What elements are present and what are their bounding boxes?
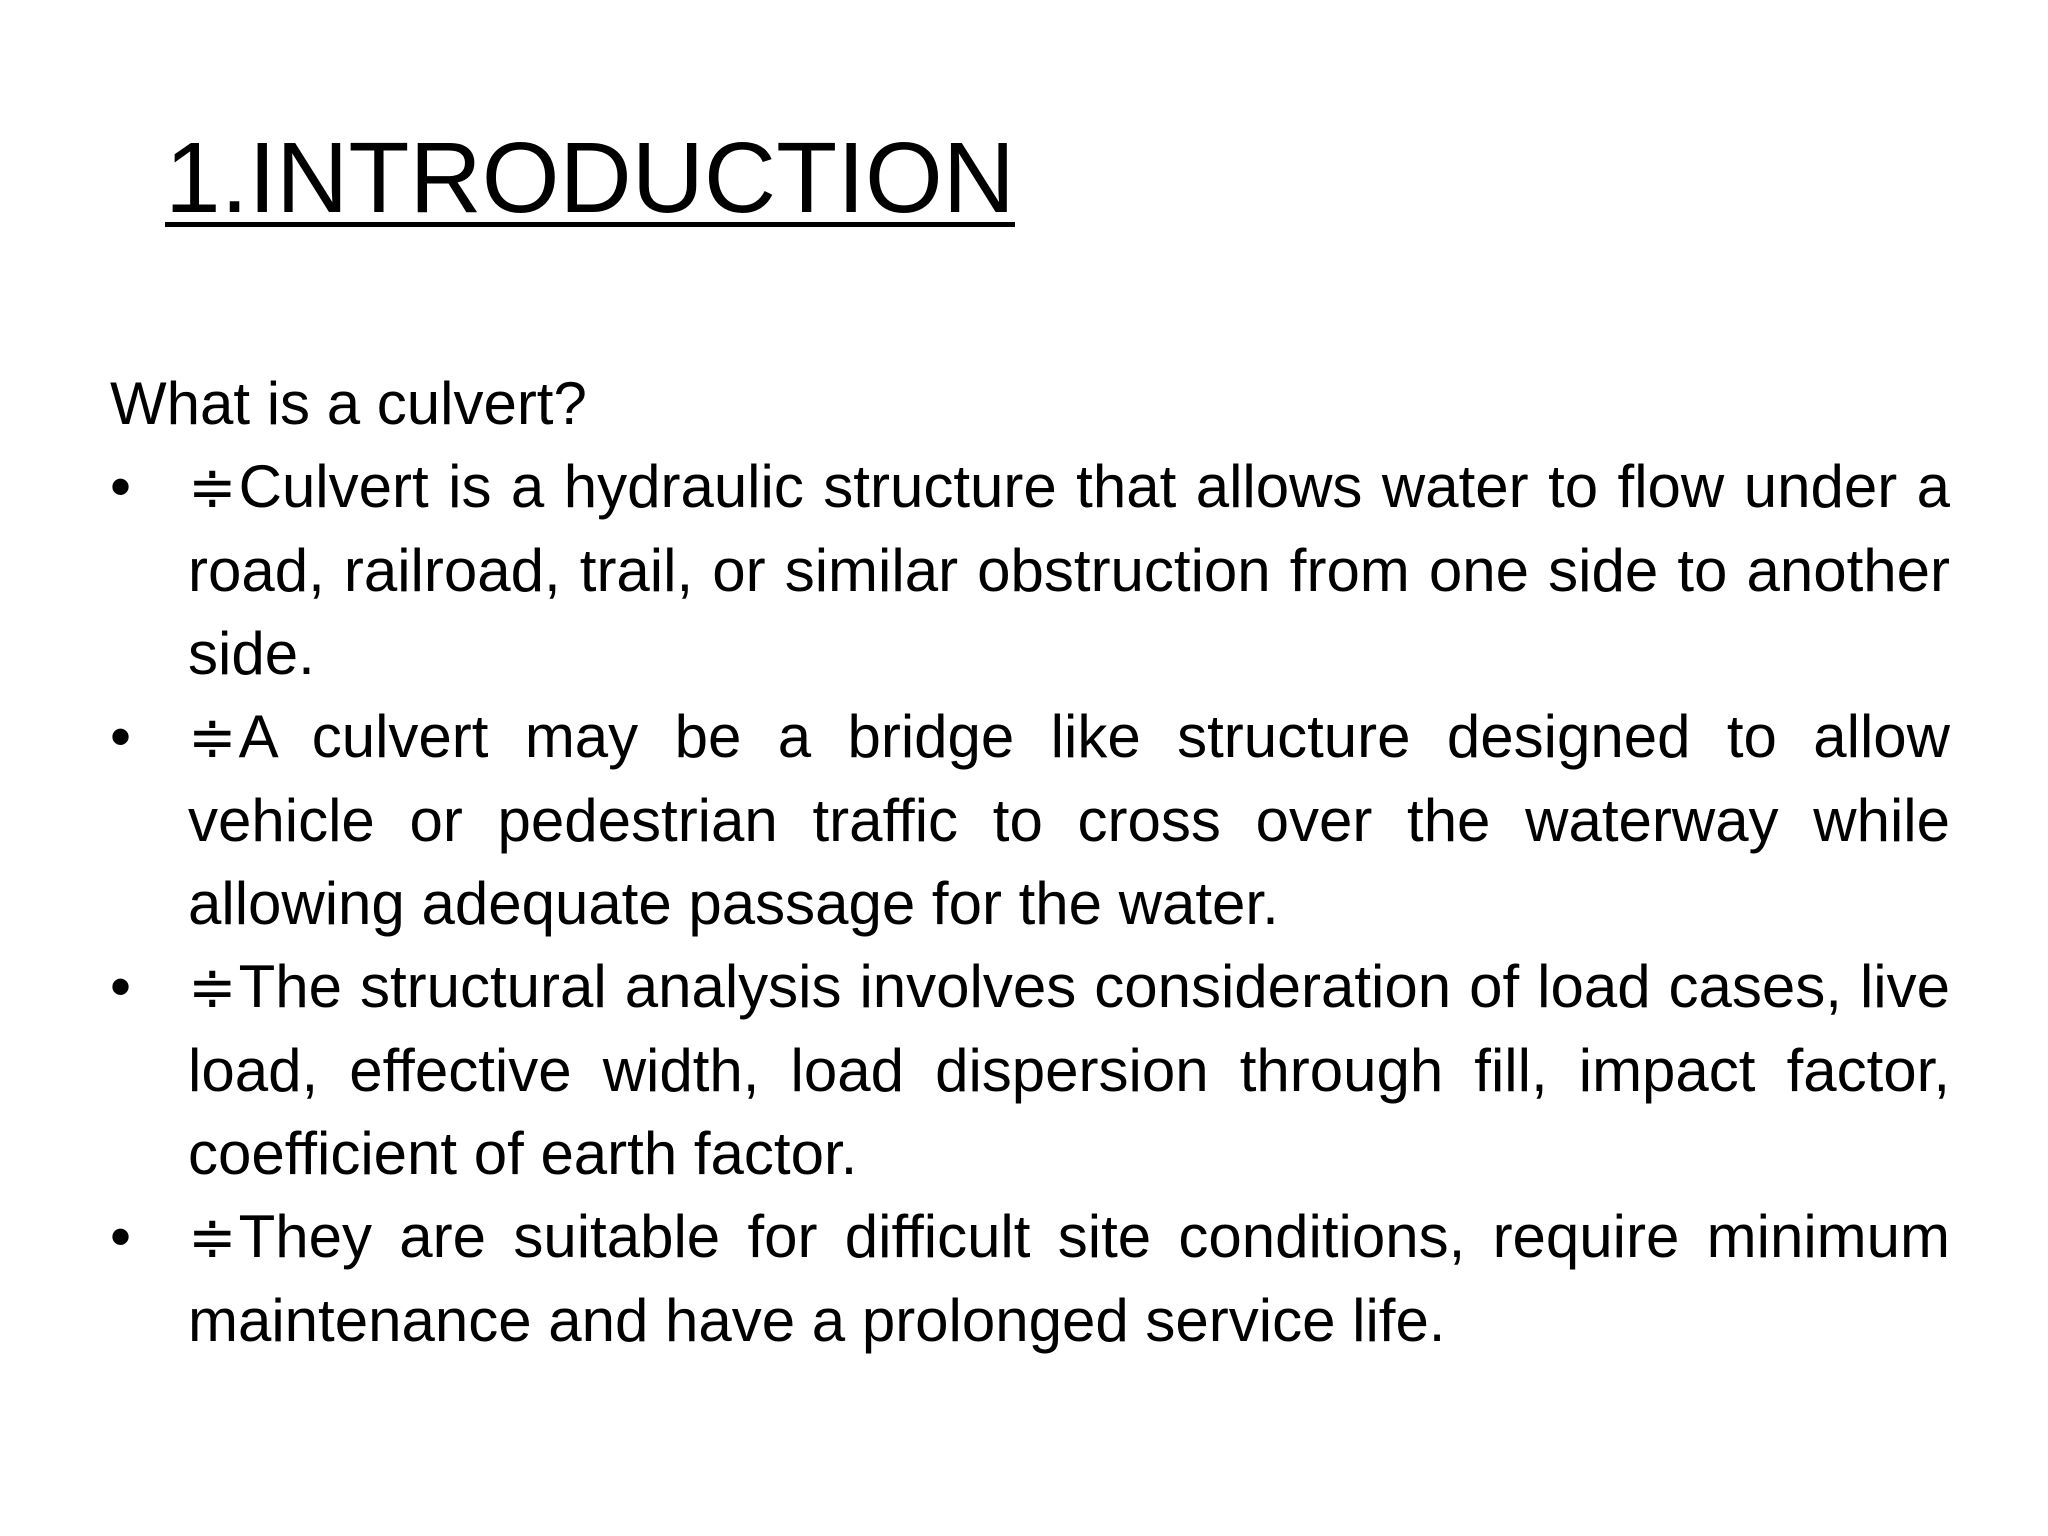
bullet-icon: • [110, 703, 132, 770]
list-item [110, 1195, 1950, 1362]
approx-equal-icon: ≑ [188, 455, 237, 520]
list-item-text: Culvert is a hydraulic structure that allows water to flow under a road, railroad, trail, or similar obstruction from one side to another side. [188, 453, 1950, 687]
slide-title: 1.INTRODUCTION [165, 122, 1015, 234]
list-item-text: A culvert may be a bridge like structure designed to allow vehicle or pedestrian traffic to cross over the waterway while allowing adequate passage for the water. [188, 703, 1950, 937]
list-item [110, 445, 1950, 695]
list-item [110, 945, 1950, 1195]
bullet-icon: • [110, 453, 132, 520]
list-item-text: They are suitable for difficult site conditions, require minimum maintenance and have a prolonged service life. [188, 1203, 1950, 1354]
bullet-list [110, 445, 1950, 1362]
list-item-text: The structural analysis involves consideration of load cases, live load, effective width, load dispersion through fill, impact factor, coefficient of earth factor. [188, 953, 1950, 1187]
slide-body [110, 362, 1950, 1362]
list-item [110, 695, 1950, 945]
bullet-icon: • [110, 1203, 132, 1270]
approx-equal-icon: ≑ [188, 705, 237, 770]
approx-equal-icon: ≑ [188, 1205, 237, 1270]
question-heading: What is a culvert? [110, 370, 587, 437]
bullet-icon: • [110, 953, 132, 1020]
approx-equal-icon: ≑ [188, 955, 237, 1020]
